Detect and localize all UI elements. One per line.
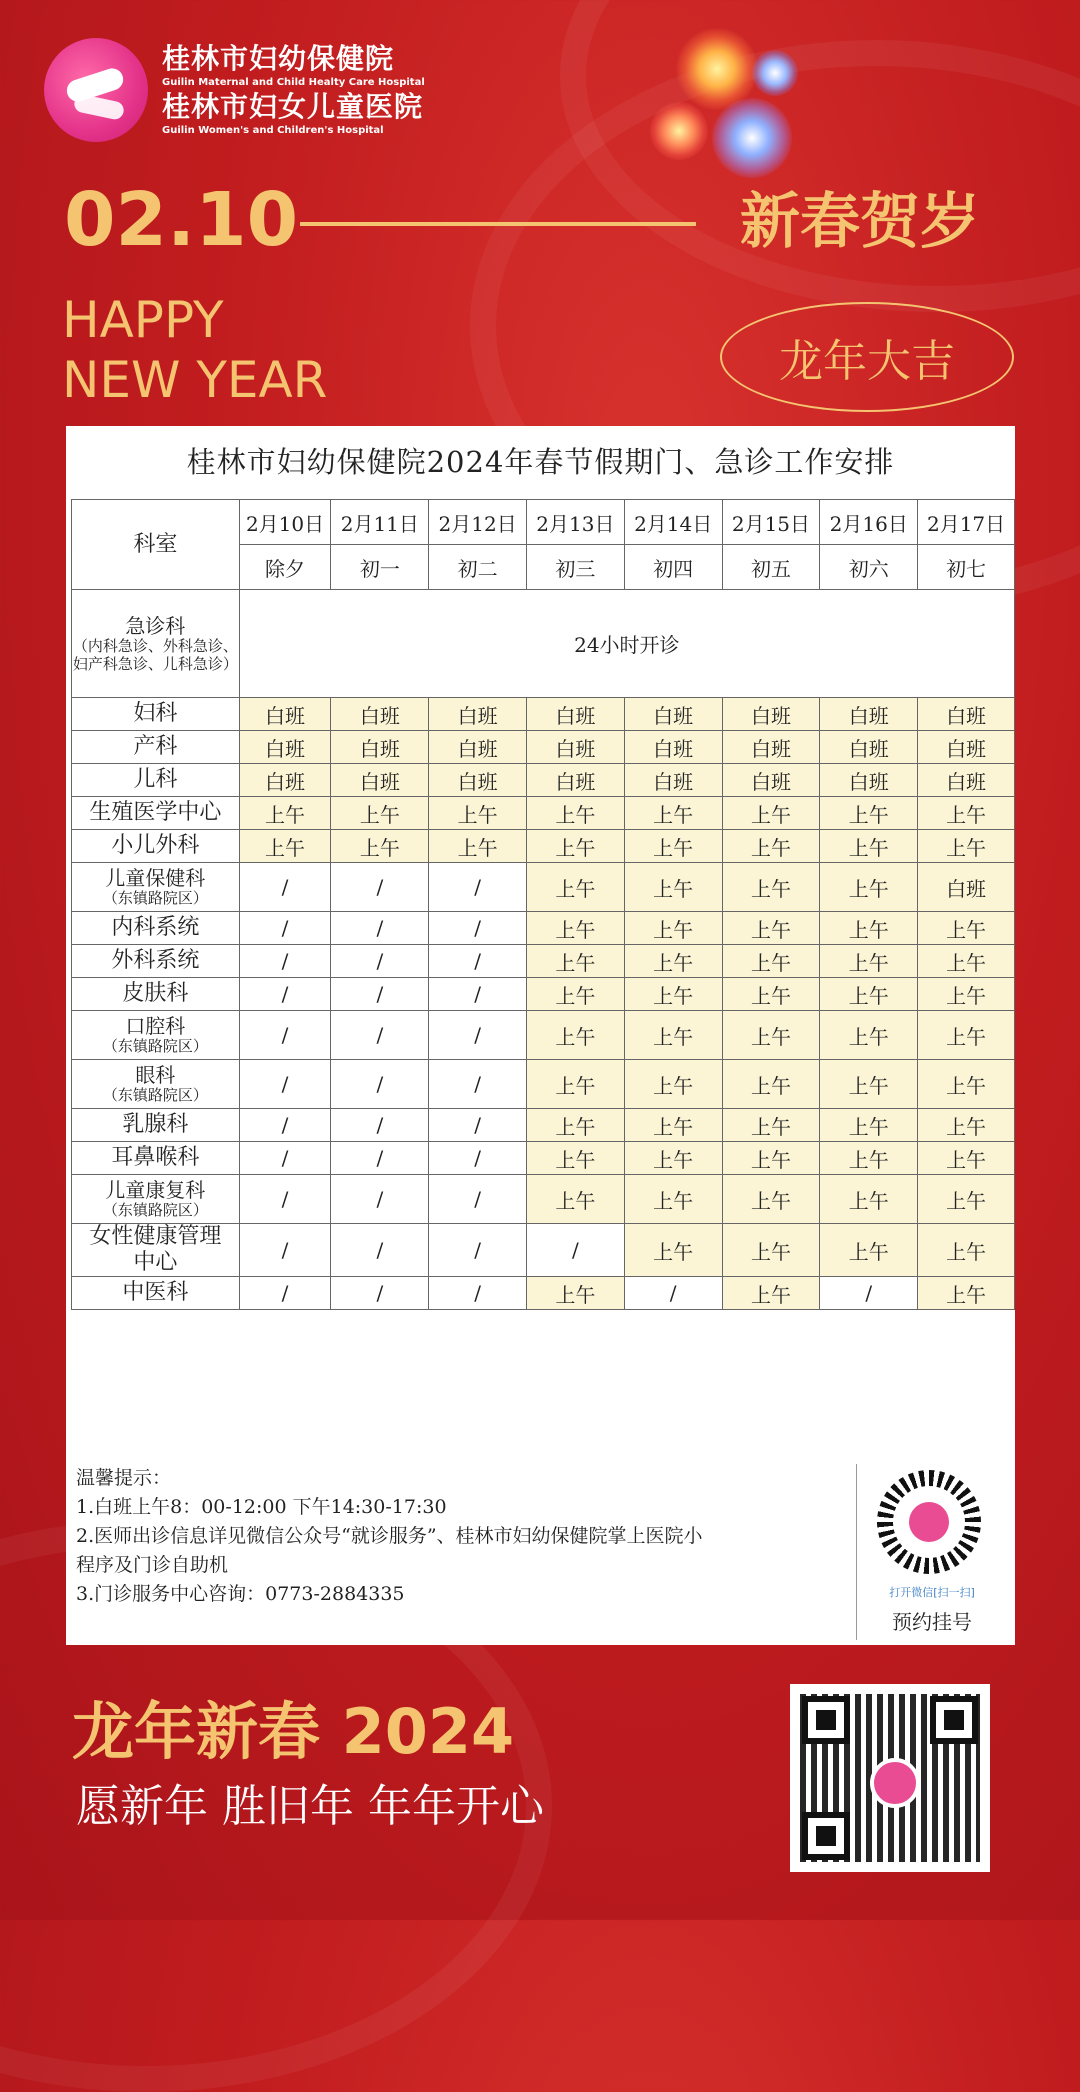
dept-name: 中医科	[72, 1277, 240, 1310]
schedule-cell: /	[624, 1277, 722, 1310]
booking-label: 预约挂号	[892, 1610, 972, 1634]
dept-name-text: 眼科	[135, 1063, 176, 1087]
table-row	[72, 863, 1015, 912]
schedule-cell: 白班	[624, 731, 722, 764]
dept-name: 小儿外科	[72, 830, 240, 863]
schedule-cell: 白班	[331, 698, 429, 731]
schedule-cell: 上午	[624, 797, 722, 830]
schedule-cell: 上午	[918, 1142, 1015, 1175]
schedule-cell: 上午	[918, 830, 1015, 863]
schedule-cell: 上午	[918, 978, 1015, 1011]
dept-name-text: 儿童保健科	[105, 866, 206, 890]
qr-logo-icon	[870, 1758, 920, 1808]
schedule-cell: 白班	[331, 731, 429, 764]
schedule-cell: /	[820, 1277, 918, 1310]
schedule-cell: 上午	[820, 912, 918, 945]
schedule-cell: 白班	[918, 863, 1015, 912]
banner-divider	[300, 222, 696, 226]
schedule-cell: 上午	[527, 1142, 625, 1175]
dept-campus: （东镇路院区）	[102, 1201, 208, 1219]
schedule-cell: 白班	[527, 698, 625, 731]
schedule-cell: 上午	[722, 797, 820, 830]
dept-name	[72, 1060, 240, 1109]
schedule-cell: /	[429, 978, 527, 1011]
footer-qr-code-icon[interactable]	[790, 1684, 990, 1872]
schedule-cell: 上午	[722, 1060, 820, 1109]
dept-campus: （东镇路院区）	[102, 1037, 208, 1055]
lunar-header: 初二	[429, 545, 527, 590]
blessing-text: 龙年大吉	[779, 336, 955, 387]
schedule-cell: /	[331, 1142, 429, 1175]
date-header: 2月17日	[918, 500, 1015, 545]
schedule-cell: 上午	[918, 1277, 1015, 1310]
schedule-cell: 上午	[722, 1109, 820, 1142]
schedule-cell: 上午	[722, 1277, 820, 1310]
schedule-cell: 上午	[527, 1277, 625, 1310]
dept-name: 女性健康管理中心	[72, 1224, 240, 1277]
qr-finder	[802, 1696, 850, 1744]
schedule-cell: /	[239, 912, 331, 945]
schedule-cell: /	[331, 1224, 429, 1277]
dept-name: 皮肤科	[72, 978, 240, 1011]
schedule-cell: 上午	[722, 863, 820, 912]
schedule-cell: 白班	[239, 764, 331, 797]
table-row	[72, 912, 1015, 945]
schedule-cell: 上午	[331, 830, 429, 863]
banner-date: 02.10	[64, 177, 299, 263]
table-row	[72, 1175, 1015, 1224]
schedule-cell: 上午	[624, 863, 722, 912]
lunar-header: 初五	[722, 545, 820, 590]
schedule-cell: 白班	[722, 764, 820, 797]
schedule-cell: 上午	[918, 1011, 1015, 1060]
schedule-cell: /	[429, 863, 527, 912]
table-row	[72, 1224, 1015, 1277]
schedule-cell: 上午	[722, 1142, 820, 1175]
schedule-cell: 白班	[429, 764, 527, 797]
schedule-table	[71, 499, 1015, 1310]
dept-emergency-name: 急诊科	[125, 613, 186, 638]
schedule-cell: /	[331, 1011, 429, 1060]
table-row	[72, 764, 1015, 797]
slogan-main: 龙年新春 2024	[72, 1695, 515, 1768]
schedule-cell: 上午	[918, 1175, 1015, 1224]
lunar-header: 初四	[624, 545, 722, 590]
schedule-cell: /	[239, 1277, 331, 1310]
schedule-cell: /	[331, 1109, 429, 1142]
schedule-cell: /	[429, 945, 527, 978]
schedule-cell: 上午	[624, 1109, 722, 1142]
tip-item: 1.白班上午8：00-12:00 下午14:30-17:30	[76, 1496, 447, 1518]
schedule-cell: 上午	[820, 830, 918, 863]
dept-name: 产科	[72, 731, 240, 764]
schedule-cell: 白班	[331, 764, 429, 797]
schedule-cell: /	[331, 945, 429, 978]
schedule-cell: 上午	[722, 978, 820, 1011]
blessing-badge	[720, 302, 1014, 412]
hospital-name-cn-1: 桂林市妇幼保健院	[162, 42, 395, 75]
dept-name: 内科系统	[72, 912, 240, 945]
schedule-cell: 上午	[624, 1142, 722, 1175]
schedule-cell: 上午	[624, 1224, 722, 1277]
schedule-cell: 上午	[820, 1175, 918, 1224]
dept-campus: （东镇路院区）	[102, 1086, 208, 1104]
wechat-scan-hint: 打开微信[扫一扫]	[889, 1586, 975, 1599]
table-row	[72, 698, 1015, 731]
dept-name-text: 口腔科	[125, 1014, 186, 1038]
table-row	[72, 1011, 1015, 1060]
table-row	[72, 945, 1015, 978]
table-row	[72, 978, 1015, 1011]
schedule-cell: /	[331, 1060, 429, 1109]
schedule-cell: 白班	[527, 731, 625, 764]
schedule-cell: 上午	[722, 1175, 820, 1224]
schedule-cell: /	[429, 1224, 527, 1277]
schedule-cell: /	[239, 1175, 331, 1224]
schedule-cell: 上午	[429, 830, 527, 863]
schedule-cell: 上午	[527, 945, 625, 978]
table-row	[72, 731, 1015, 764]
schedule-cell: 白班	[918, 764, 1015, 797]
schedule-cell: 上午	[624, 912, 722, 945]
schedule-cell: 上午	[624, 978, 722, 1011]
schedule-cell: /	[331, 1175, 429, 1224]
hospital-header	[44, 38, 425, 142]
schedule-cell: 上午	[527, 1109, 625, 1142]
hospital-logo-icon	[44, 38, 148, 142]
table-row	[72, 1277, 1015, 1310]
schedule-cell: /	[331, 912, 429, 945]
lunar-header: 除夕	[239, 545, 331, 590]
date-header: 2月15日	[722, 500, 820, 545]
emergency-hours: 24小时开诊	[239, 590, 1014, 698]
happy-text: HAPPY	[62, 291, 224, 349]
schedule-cell: 上午	[918, 1109, 1015, 1142]
schedule-cell: /	[239, 1060, 331, 1109]
table-row	[72, 1142, 1015, 1175]
table-row	[72, 797, 1015, 830]
schedule-cell: 上午	[820, 1109, 918, 1142]
happy-new-year	[62, 290, 327, 410]
firework-icon	[650, 102, 708, 160]
dept-name: 耳鼻喉科	[72, 1142, 240, 1175]
schedule-cell: 上午	[918, 912, 1015, 945]
schedule-cell: 白班	[820, 764, 918, 797]
schedule-cell: 上午	[624, 1175, 722, 1224]
schedule-cell: /	[429, 1175, 527, 1224]
new-year-text: NEW YEAR	[62, 351, 328, 409]
schedule-cell: 白班	[820, 698, 918, 731]
date-header: 2月16日	[820, 500, 918, 545]
dept-name: 乳腺科	[72, 1109, 240, 1142]
schedule-cell: 上午	[527, 912, 625, 945]
schedule-cell: 上午	[239, 830, 331, 863]
dept-name: 儿科	[72, 764, 240, 797]
slogan-sub: 愿新年 胜旧年 年年开心	[76, 1781, 544, 1832]
schedule-cell: 上午	[331, 797, 429, 830]
hospital-name-en-1: Guilin Maternal and Child Healty Care Hospital	[162, 77, 425, 88]
schedule-cell: /	[239, 863, 331, 912]
firework-icon	[752, 50, 798, 96]
schedule-cell: 上午	[429, 797, 527, 830]
schedule-cell: 上午	[820, 797, 918, 830]
schedule-cell: 上午	[527, 797, 625, 830]
schedule-cell: 上午	[820, 1224, 918, 1277]
table-row	[72, 1060, 1015, 1109]
dept-name	[72, 1011, 240, 1060]
schedule-cell: 上午	[527, 1175, 625, 1224]
dept-campus: （东镇路院区）	[102, 889, 208, 907]
schedule-cell: 白班	[429, 698, 527, 731]
schedule-cell: /	[429, 1011, 527, 1060]
schedule-cell: 白班	[624, 698, 722, 731]
schedule-cell: 上午	[820, 1011, 918, 1060]
schedule-cell: 上午	[820, 1142, 918, 1175]
dept-name	[72, 1175, 240, 1224]
schedule-cell: 上午	[722, 830, 820, 863]
schedule-cell: /	[331, 978, 429, 1011]
dept-header: 科室	[72, 500, 240, 590]
schedule-cell: /	[429, 1109, 527, 1142]
date-header: 2月12日	[429, 500, 527, 545]
banner-greeting: 新春贺岁	[740, 187, 980, 257]
tips-title: 温馨提示：	[76, 1467, 172, 1489]
schedule-cell: /	[239, 1109, 331, 1142]
schedule-cell: 上午	[527, 1011, 625, 1060]
schedule-cell: 上午	[624, 1060, 722, 1109]
schedule-cell: /	[527, 1224, 625, 1277]
schedule-cell: 白班	[722, 698, 820, 731]
schedule-cell: /	[331, 863, 429, 912]
dept-name-text: 儿童康复科	[105, 1178, 206, 1202]
schedule-title: 桂林市妇幼保健院2024年春节假期门、急诊工作安排	[186, 445, 895, 479]
date-header: 2月13日	[527, 500, 625, 545]
schedule-cell: /	[239, 945, 331, 978]
schedule-cell: 上午	[918, 1060, 1015, 1109]
tips-section	[76, 1464, 856, 1609]
schedule-cell: 白班	[918, 731, 1015, 764]
lunar-header: 初七	[918, 545, 1015, 590]
qr-logo-icon	[909, 1502, 949, 1542]
schedule-cell: 上午	[527, 863, 625, 912]
schedule-cell: 上午	[722, 912, 820, 945]
schedule-cell: 白班	[624, 764, 722, 797]
schedule-cell: /	[331, 1277, 429, 1310]
schedule-cell: 上午	[239, 797, 331, 830]
schedule-cell: 上午	[820, 945, 918, 978]
schedule-cell: 上午	[624, 945, 722, 978]
lunar-header: 初六	[820, 545, 918, 590]
table-row	[72, 1109, 1015, 1142]
dept-emergency-sub: （内科急诊、外科急诊、妇产科急诊、儿科急诊）	[72, 636, 238, 673]
booking-qr[interactable]	[856, 1464, 1007, 1640]
schedule-cell: /	[239, 978, 331, 1011]
firework-icon	[712, 98, 792, 178]
schedule-card	[66, 426, 1015, 1645]
dept-name: 妇科	[72, 698, 240, 731]
schedule-cell: 上午	[820, 863, 918, 912]
qr-finder	[930, 1696, 978, 1744]
date-header: 2月10日	[239, 500, 331, 545]
dept-emergency	[72, 590, 240, 698]
schedule-cell: 白班	[918, 698, 1015, 731]
schedule-cell: 上午	[624, 1011, 722, 1060]
date-header: 2月14日	[624, 500, 722, 545]
schedule-cell: /	[429, 912, 527, 945]
date-header: 2月11日	[331, 500, 429, 545]
schedule-cell: 上午	[722, 1224, 820, 1277]
table-row	[72, 830, 1015, 863]
schedule-cell: 上午	[918, 797, 1015, 830]
schedule-cell: 白班	[527, 764, 625, 797]
hospital-name-cn-2: 桂林市妇女儿童医院	[162, 90, 424, 123]
qr-finder	[802, 1812, 850, 1860]
tip-item: 3.门诊服务中心咨询：0773-2884335	[76, 1583, 405, 1605]
hospital-name-en-2: Guilin Women's and Children's Hospital	[162, 125, 384, 136]
schedule-cell: 白班	[239, 731, 331, 764]
lunar-header: 初一	[331, 545, 429, 590]
hospital-name	[162, 42, 425, 138]
schedule-cell: 上午	[918, 945, 1015, 978]
schedule-cell: 上午	[527, 978, 625, 1011]
schedule-cell: 上午	[722, 945, 820, 978]
schedule-cell: 上午	[527, 1060, 625, 1109]
schedule-cell: /	[239, 1224, 331, 1277]
schedule-cell: 白班	[429, 731, 527, 764]
lunar-header: 初三	[527, 545, 625, 590]
schedule-cell: 上午	[527, 830, 625, 863]
schedule-cell: 上午	[722, 1011, 820, 1060]
schedule-cell: 上午	[820, 1060, 918, 1109]
tip-item: 2.医师出诊信息详见微信公众号“就诊服务”、桂林市妇幼保健院掌上医院小程序及门诊自助机	[76, 1525, 703, 1576]
schedule-cell: /	[429, 1277, 527, 1310]
schedule-cell: 白班	[820, 731, 918, 764]
schedule-cell: /	[239, 1142, 331, 1175]
schedule-cell: /	[239, 1011, 331, 1060]
dept-name: 生殖医学中心	[72, 797, 240, 830]
schedule-cell: 白班	[722, 731, 820, 764]
dept-name	[72, 863, 240, 912]
schedule-cell: 白班	[239, 698, 331, 731]
schedule-cell: 上午	[918, 1224, 1015, 1277]
schedule-cell: 上午	[624, 830, 722, 863]
schedule-cell: /	[429, 1060, 527, 1109]
schedule-cell: 上午	[820, 978, 918, 1011]
schedule-cell: /	[429, 1142, 527, 1175]
dept-name: 外科系统	[72, 945, 240, 978]
